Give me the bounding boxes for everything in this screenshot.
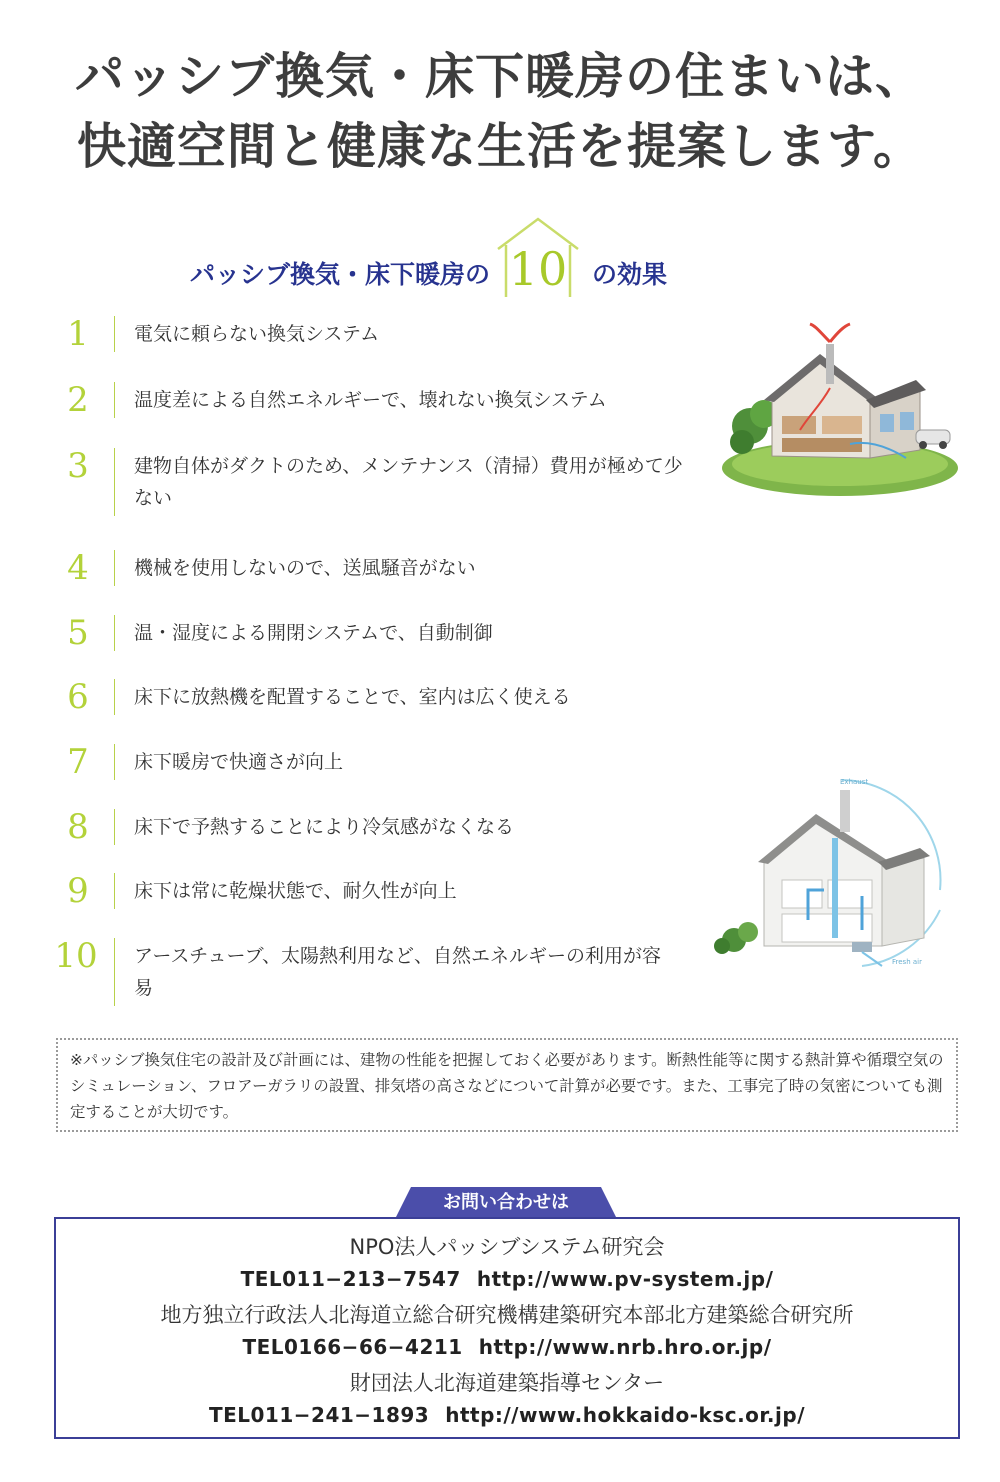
org-contact-line — [56, 1265, 958, 1293]
item-number: 9 — [67, 871, 89, 911]
house-number-badge — [494, 215, 582, 299]
item-text: 温・湿度による開閉システムで、自動制御 — [134, 622, 493, 644]
item-text: 床下に放熱機を配置することで、室内は広く使える — [134, 686, 571, 708]
item-number: 10 — [54, 936, 98, 976]
org-contact-line — [56, 1401, 958, 1429]
item-divider — [114, 550, 115, 586]
item-text: 温度差による自然エネルギーで、壊れない換気システム — [134, 389, 607, 411]
house-illustration-image — [720, 318, 960, 500]
org-url-link[interactable]: http://www.pv-system.jp/ — [476, 1267, 774, 1291]
house-cutaway-illustration — [720, 318, 960, 500]
headline-line-2: 快適空間と健康な生活を提案します。 — [76, 118, 924, 175]
org-tel: TEL011−213−7547 — [240, 1267, 461, 1291]
item-divider — [114, 382, 115, 418]
org-tel: TEL011−241−1893 — [208, 1403, 430, 1427]
item-number: 2 — [67, 380, 89, 420]
item-text: 建物自体がダクトのため、メンテナンス（清掃）費用が極めて少ない — [134, 455, 683, 509]
org-name: NPO法人パッシブシステム研究会 — [349, 1235, 665, 1259]
item-text: 床下で予熱することにより冷気感がなくなる — [134, 816, 515, 838]
exhaust-label: Exhaust — [840, 778, 869, 786]
item-divider — [114, 615, 115, 651]
benefits-count: 10 — [508, 242, 568, 296]
contact-title: お問い合わせは — [443, 1192, 569, 1213]
org-name: 地方独立行政法人北海道立総合研究機構建築研究本部北方建築総合研究所 — [160, 1303, 854, 1327]
org-tel: TEL0166−66−4211 — [242, 1335, 463, 1359]
benefits-heading-left: パッシブ換気・床下暖房の — [189, 260, 490, 289]
item-divider — [114, 809, 115, 845]
fresh-air-label: Fresh air — [892, 958, 922, 966]
org-url-link[interactable]: http://www.hokkaido-ksc.or.jp/ — [445, 1403, 806, 1427]
contact-tab — [395, 1187, 617, 1219]
item-divider — [114, 679, 115, 715]
item-text: 床下は常に乾燥状態で、耐久性が向上 — [134, 880, 457, 902]
item-number: 1 — [67, 314, 89, 354]
item-text: 電気に頼らない換気システム — [134, 323, 380, 345]
org-contact-line — [56, 1333, 958, 1361]
item-text: 床下暖房で快適さが向上 — [134, 751, 344, 773]
org-name: 財団法人北海道建築指導センター — [349, 1371, 665, 1395]
item-number: 3 — [67, 446, 89, 486]
item-divider — [114, 938, 115, 1006]
org-url-link[interactable]: http://www.nrb.hro.or.jp/ — [478, 1335, 772, 1359]
item-divider — [114, 448, 115, 516]
item-number: 7 — [67, 742, 89, 782]
item-divider — [114, 316, 115, 352]
headline-line-1: パッシブ換気・床下暖房の住まいは、 — [74, 48, 925, 105]
item-text: アースチューブ、太陽熱利用など、自然エネルギーの利用が容易 — [134, 945, 662, 999]
ventilation-diagram-image — [712, 770, 958, 980]
item-number: 8 — [67, 807, 89, 847]
contact-box — [54, 1217, 960, 1439]
item-divider — [114, 873, 115, 909]
item-number: 5 — [67, 613, 89, 653]
item-text: 機械を使用しないので、送風騒音がない — [134, 557, 476, 579]
page-headline — [40, 42, 960, 182]
design-note: ※パッシブ換気住宅の設計及び計画には、建物の性能を把握しておく必要があります。断熱性能等に関する熱計算や循環空気のシミュレーション、フロアーガラリの設置、排気塔の高さなどについて計算が必要です。また、工事完了時の気密についても測定することが大切です。 — [56, 1038, 958, 1132]
benefits-heading — [0, 215, 1000, 305]
item-number: 4 — [67, 548, 89, 588]
benefits-heading-right: の効果 — [592, 260, 668, 289]
item-divider — [114, 744, 115, 780]
ventilation-diagram-illustration — [712, 770, 958, 980]
item-number: 6 — [67, 677, 89, 717]
